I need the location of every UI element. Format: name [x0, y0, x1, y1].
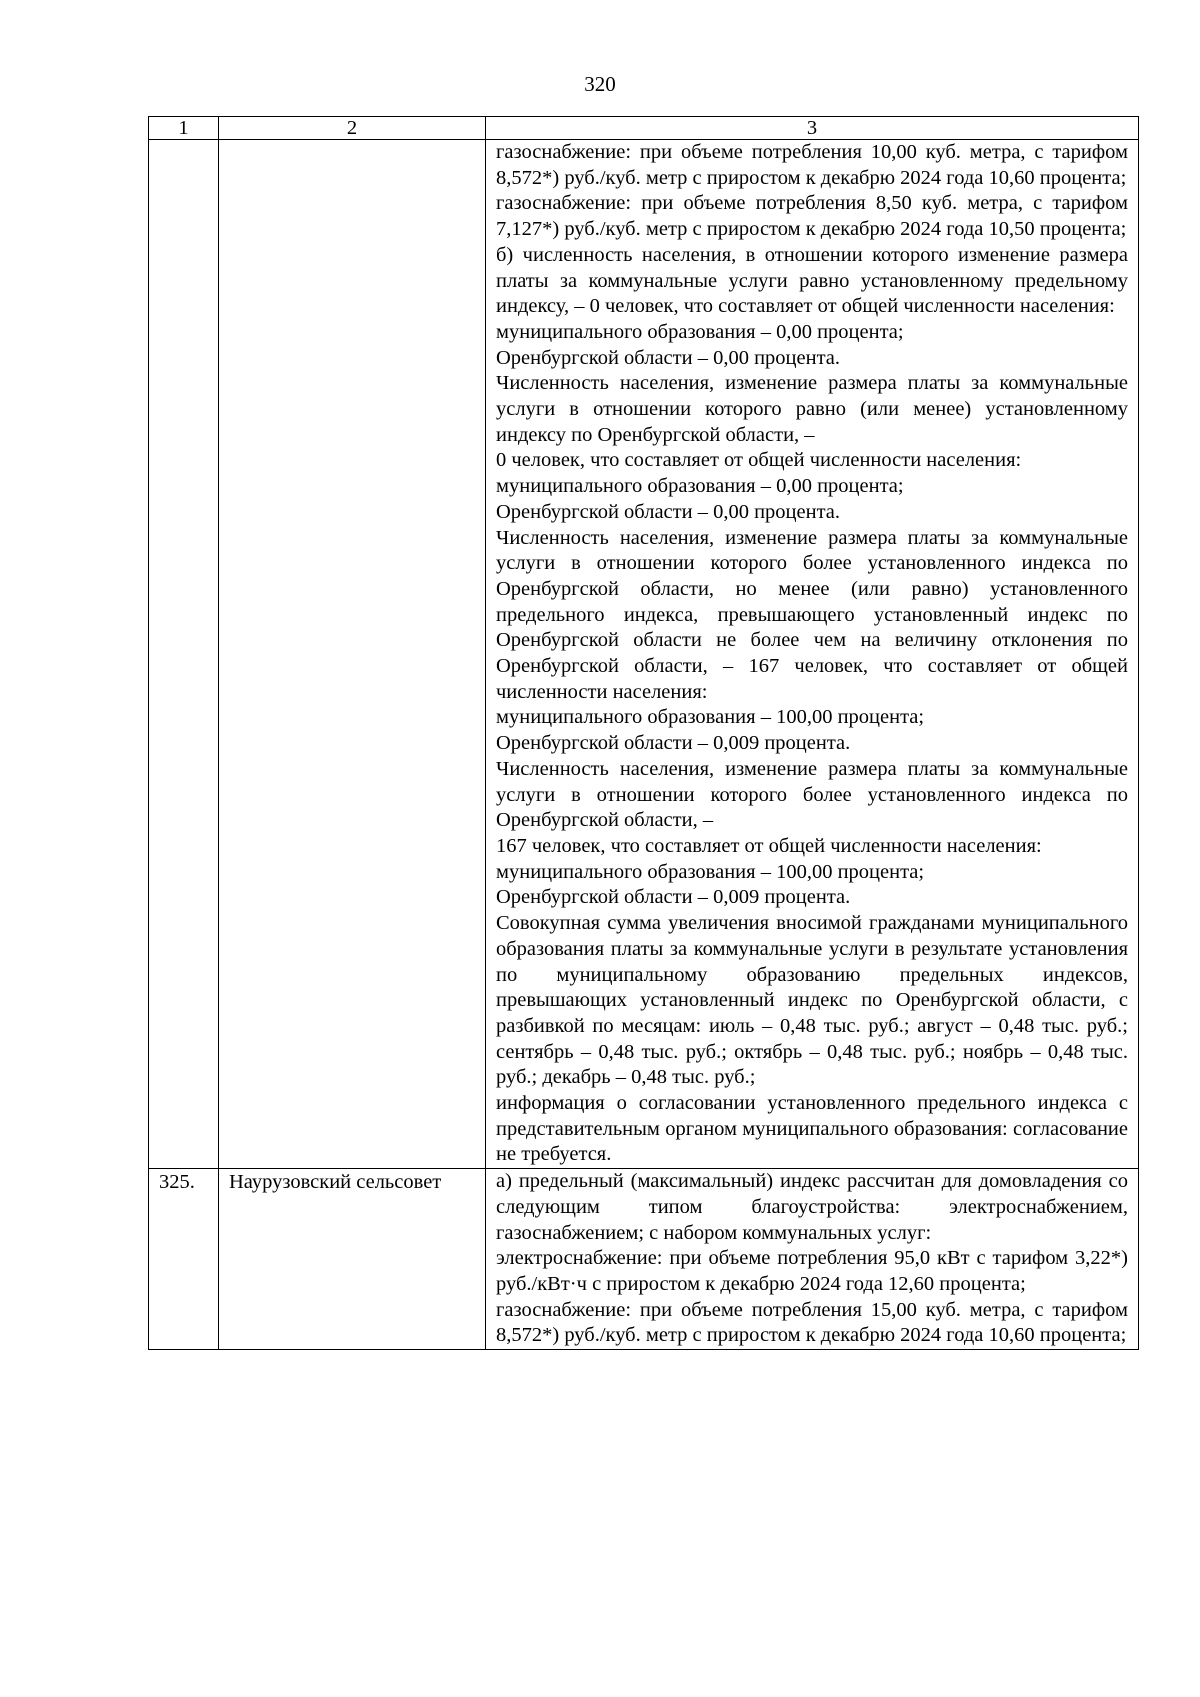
paragraph: 167 человек, что составляет от общей численности населения:	[496, 834, 1042, 857]
paragraph: Численность населения, изменение размера платы за коммунальные услуги в отношении которого равно (или менее) установленному индексу по Оренбургской области, –	[496, 372, 1128, 446]
row-number	[149, 140, 219, 1169]
paragraph: муниципального образования – 100,00 процента;	[496, 860, 925, 883]
paragraph: Численность населения, изменение размера платы за коммунальные услуги в отношении которого более установленного индекса по Оренбургской области, но менее (или равно) установленного предельного индекса, превышающего установленный индекс по Оренбургской области не более чем на величину отклонения по Оренбургской области, – 167 человек, что составляет от общей численности населения:	[496, 526, 1128, 703]
paragraph: Оренбургской области – 0,00 процента.	[496, 500, 841, 523]
row-number: 325.	[149, 1169, 219, 1350]
paragraph: Численность населения, изменение размера платы за коммунальные услуги в отношении которого более установленного индекса по Оренбургской области, –	[496, 757, 1128, 832]
paragraph: муниципального образования – 0,00 процента;	[496, 475, 904, 498]
paragraph: Оренбургской области – 0,009 процента.	[496, 886, 851, 909]
table-header-row	[149, 117, 1139, 140]
paragraph: Оренбургской области – 0,009 процента.	[496, 732, 851, 755]
header-col-1: 1	[149, 117, 219, 140]
paragraph: муниципального образования – 0,00 процента;	[496, 320, 904, 343]
paragraph: а) предельный (максимальный) индекс рассчитан для домовладения со следующим типом благоустройства: электроснабжением, газоснабжением; с набором коммунальных услуг:	[496, 1170, 1128, 1244]
paragraph: 0 человек, что составляет от общей численности населения:	[496, 449, 1022, 472]
header-col-3: 3	[486, 117, 1139, 140]
table-row	[149, 1169, 1139, 1350]
paragraph: электроснабжение: при объеме потребления 95,0 кВт с тарифом 3,22*) руб./кВт·ч с приростом к декабрю 2024 года 12,60 процента;	[496, 1247, 1128, 1295]
paragraph: Совокупная сумма увеличения вносимой гражданами муниципального образования платы за коммунальные услуги в результате установления по муниципальному образованию предельных индексов, превышающих установленный индекс по Оренбургской области, с разбивкой по месяцам: июль – 0,48 тыс. руб.; август – 0,48 тыс. руб.; сентябрь – 0,48 тыс. руб.; октябрь – 0,48 тыс. руб.; ноябрь – 0,48 тыс. руб.; декабрь – 0,48 тыс. руб.;	[496, 912, 1128, 1089]
paragraph: Оренбургской области – 0,00 процента.	[496, 346, 841, 369]
municipality-name: Наурузовский сельсовет	[219, 1169, 486, 1350]
header-col-2: 2	[219, 117, 486, 140]
paragraph: газоснабжение: при объеме потребления 15,00 куб. метра, с тарифом 8,572*) руб./куб. метр с приростом к декабрю 2024 года 10,60 процента;	[496, 1298, 1128, 1347]
document-table	[148, 116, 1139, 1350]
municipality-name	[219, 140, 486, 1169]
table-row	[149, 140, 1139, 1169]
paragraph: б) численность населения, в отношении которого изменение размера платы за коммунальные услуги равно установленному предельному индексу, – 0 человек, что составляет от общей численности населения:	[496, 243, 1128, 318]
paragraph: информация о согласовании установленного предельного индекса с представительным органом муниципального образования: согласование не требуется.	[496, 1092, 1128, 1166]
row-description	[486, 140, 1139, 1169]
row-description	[486, 1169, 1139, 1350]
paragraph: газоснабжение: при объеме потребления 8,50 куб. метра, с тарифом 7,127*) руб./куб. метр с приростом к декабрю 2024 года 10,50 процента;	[496, 192, 1128, 241]
paragraph: муниципального образования – 100,00 процента;	[496, 706, 925, 729]
paragraph: газоснабжение: при объеме потребления 10,00 куб. метра, с тарифом 8,572*) руб./куб. метр с приростом к декабрю 2024 года 10,60 процента;	[496, 141, 1128, 189]
page-number: 320	[584, 72, 616, 96]
